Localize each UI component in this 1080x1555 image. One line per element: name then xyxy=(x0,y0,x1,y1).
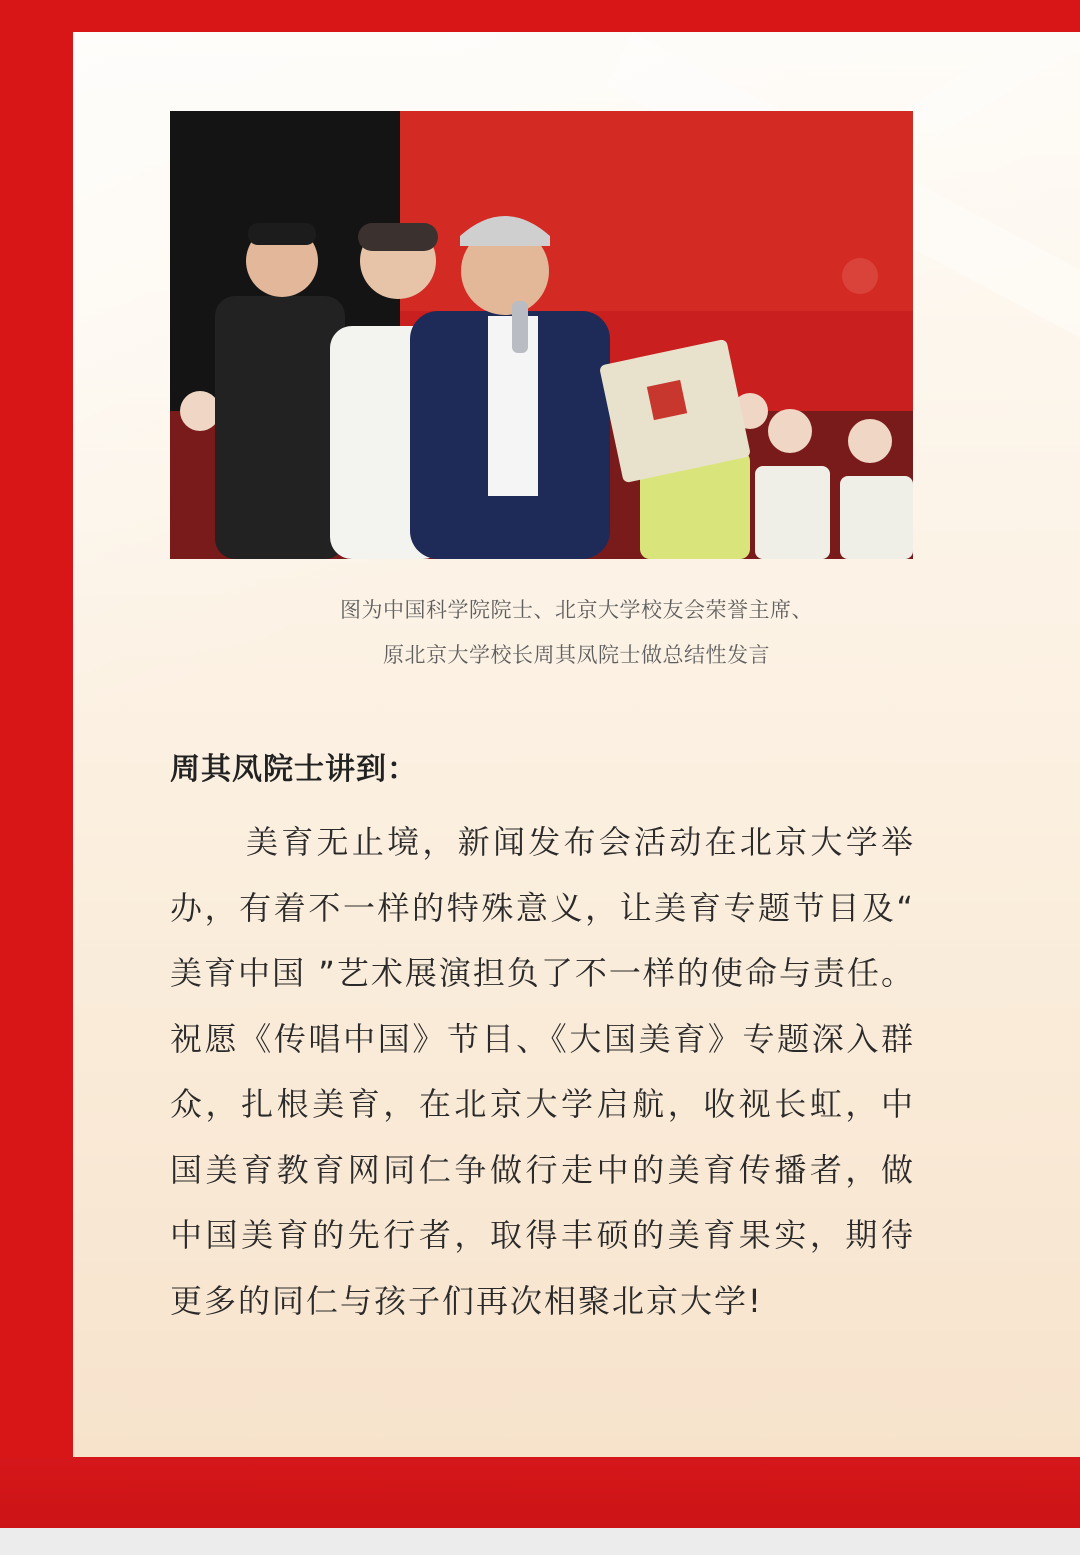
article-body: 美育无止境，新闻发布会活动在北京大学举办，有着不一样的特殊意义，让美育专题节目及“ 美育中国 ”艺术展演担负了不一样的使命与责任。祝愿《传唱中国》节目、《大国美育》专题深入群众，扎根美育，在北京大学启航，收视长虹，中国美育教育网同仁争做行走中的美育传播者，做中国美育的先行者，取得丰硕的美育果实，期待更多的同仁与孩子们再次相聚北京大学! xyxy=(170,823,915,1320)
article-heading: 周其凤院士讲到： xyxy=(170,752,418,787)
content-panel xyxy=(73,32,1080,1457)
photo-caption-line-1: 图为中国科学院院士、北京大学校友会荣誉主席、 xyxy=(340,598,813,622)
photo-illustration xyxy=(170,111,913,559)
bottom-strip xyxy=(0,1528,1080,1555)
event-photo xyxy=(170,111,913,559)
photo-caption-line-2: 原北京大学校长周其凤院士做总结性发言 xyxy=(383,643,770,667)
